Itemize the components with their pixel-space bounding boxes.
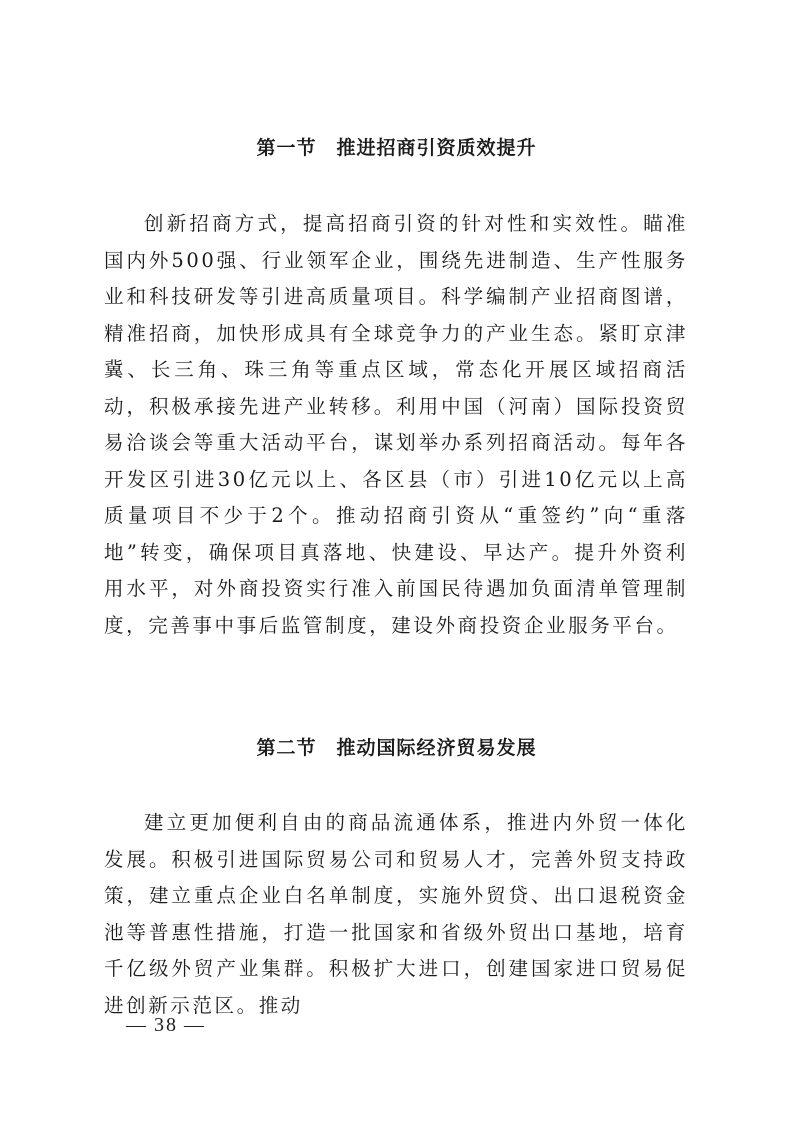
section-1-paragraph: 创新招商方式，提高招商引资的针对性和实效性。瞄准国内外500强、行业领军企业，围绕先进制造、生产性服务业和科技研发等引进高质量项目。科学编制产业招商图谱，精准招商，加快形成具有全球竞争力的产业生态。紧盯京津冀、长三角、珠三角等重点区域，常态化开展区域招商活动，积极承接先进产业转移。利用中国（河南）国际投资贸易洽谈会等重大活动平台，谋划举办系列招商活动。每年各开发区引进30亿元以上、各区县（市）引进10亿元以上高质量项目不少于2个。推动招商引资从“重签约”向“重落地”转变，确保项目真落地、快建设、早达产。提升外资利用水平，对外商投资实行准入前国民待遇加负面清单管理制度，完善事中事后监管制度，建设外商投资企业服务平台。 xyxy=(104,212,688,637)
section-2-title: 推动国际经济贸易发展 xyxy=(336,737,537,759)
page-number-value: 38 xyxy=(154,1014,178,1036)
section-2-label: 第二节 xyxy=(256,737,317,759)
section-2-paragraph: 建立更加便利自由的商品流通体系，推进内外贸一体化发展。积极引进国际贸易公司和贸易人才，完善外贸支持政策，建立重点企业白名单制度，实施外贸贷、出口退税资金池等普惠性措施，打造一批国家和省级外贸出口基地，培育千亿级外贸产业集群。积极扩大进口，创建国家进口贸易促进创新示范区。推动 xyxy=(104,811,688,1017)
section-1-heading xyxy=(0,133,793,160)
page-number xyxy=(120,1014,212,1037)
section-1-label: 第一节 xyxy=(256,137,317,159)
page-number-dash-right: — xyxy=(184,1014,206,1036)
page-number-dash-left: — xyxy=(126,1014,148,1036)
section-1-title: 推进招商引资质效提升 xyxy=(336,137,537,159)
section-2-heading xyxy=(0,733,793,760)
